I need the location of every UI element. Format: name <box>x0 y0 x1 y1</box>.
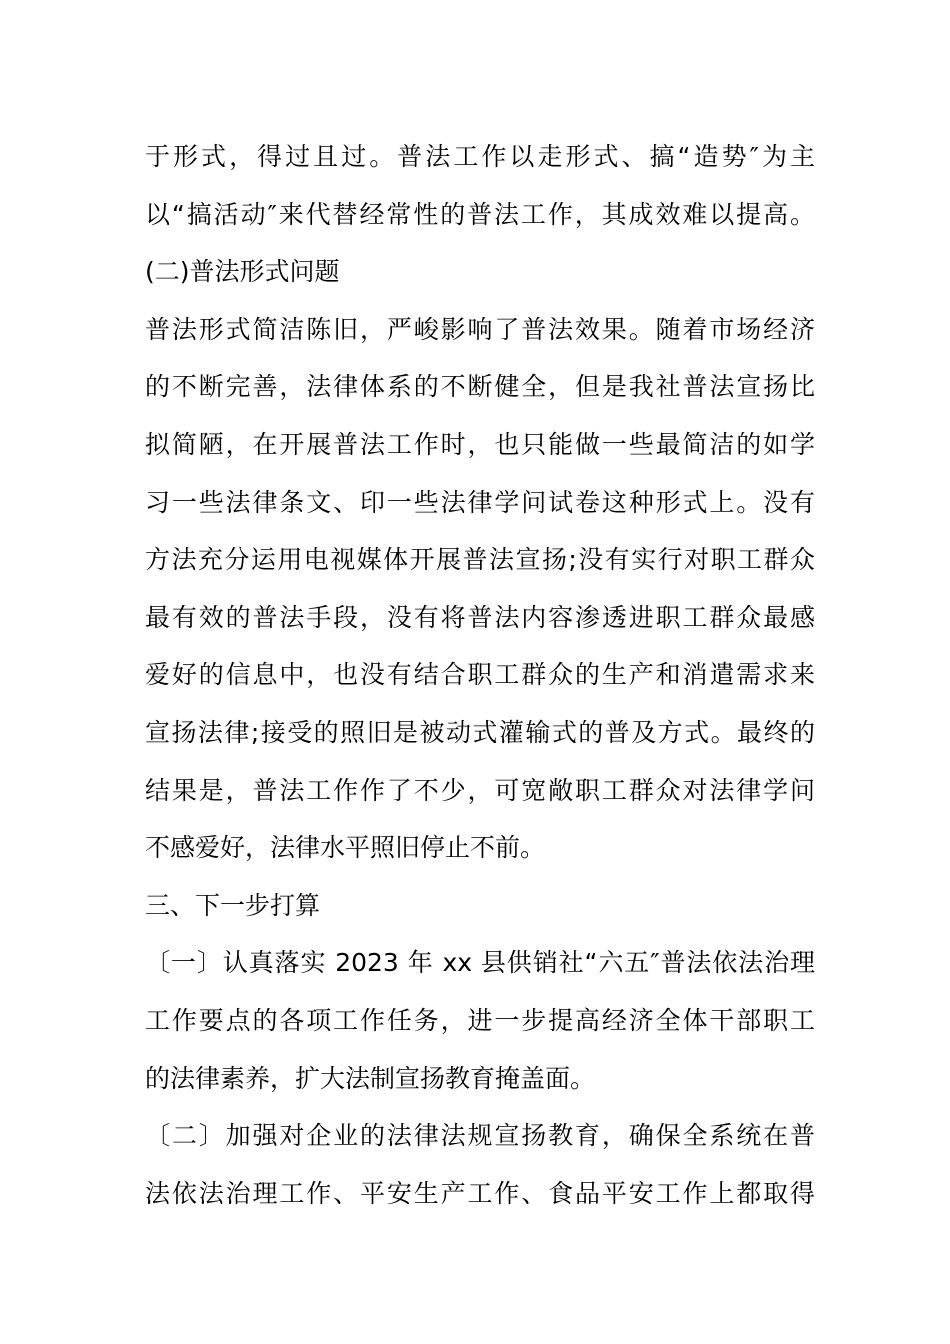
body-line: 〔二〕加强对企业的法律法规宣扬教育，确保全系统在普 <box>145 1121 815 1151</box>
section-heading: 三、下一步打算 <box>145 890 321 920</box>
body-line: 的法律素养，扩大法制宣扬教育掩盖面。 <box>145 1063 596 1093</box>
section-heading: (二)普法形式问题 <box>145 257 340 287</box>
body-line: 以“搞活动″来代替经常性的普法工作，其成效难以提高。 <box>145 199 815 229</box>
body-line: 于形式，得过且过。普法工作以走形式、搞“造势″为主 <box>145 142 815 171</box>
body-line: 爱好的信息中，也没有结合职工群众的生产和消遣需求来 <box>145 660 815 690</box>
body-line: 拟简陋，在开展普法工作时，也只能做一些最简洁的如学 <box>145 429 815 459</box>
body-line: 习一些法律条文、印一些法律学问试卷这种形式上。没有 <box>145 487 815 517</box>
body-line: 最有效的普法手段，没有将普法内容渗透进职工群众最感 <box>145 602 815 632</box>
body-line: 普法形式简洁陈旧，严峻影响了普法效果。随着市场经济 <box>145 314 815 344</box>
document-body <box>145 128 815 1222</box>
body-line: 工作要点的各项工作任务，进一步提高经济全体干部职工 <box>145 1005 815 1035</box>
body-line: 方法充分运用电视媒体开展普法宣扬;没有实行对职工群众 <box>145 545 815 575</box>
body-line: 结果是，普法工作作了不少，可宽敞职工群众对法律学问 <box>145 775 815 805</box>
body-line: 〔一〕认真落实 2023 年 xx 县供销社“六五″普法依法治理 <box>145 948 815 978</box>
body-line: 不感爱好，法律水平照旧停止不前。 <box>145 833 546 863</box>
body-line: 的不断完善，法律体系的不断健全，但是我社普法宣扬比 <box>145 372 815 402</box>
body-line: 法依法治理工作、平安生产工作、食品平安工作上都取得 <box>145 1178 815 1208</box>
body-line: 宣扬法律;接受的照旧是被动式灌输式的普及方式。最终的 <box>145 717 815 747</box>
